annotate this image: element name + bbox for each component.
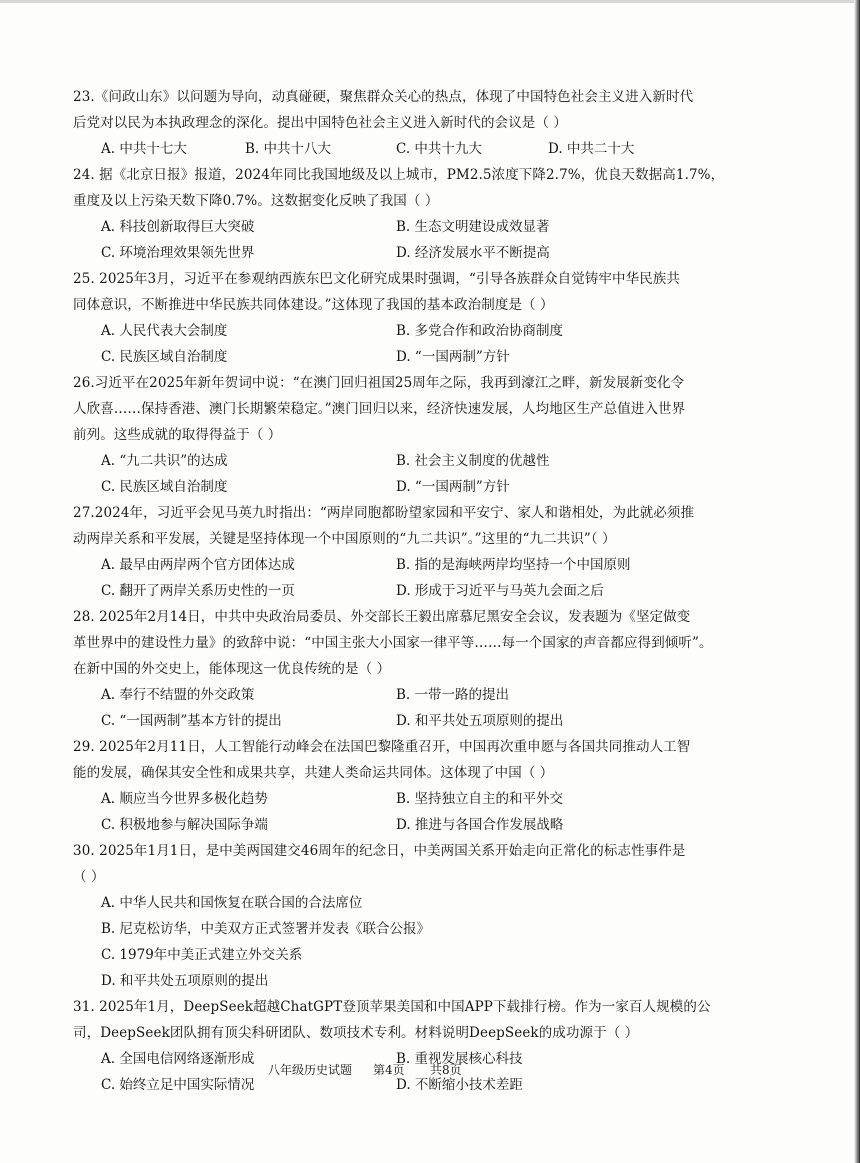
- question-stem-line: 26.习近平在2025年新年贺词中说：“在澳门回归祖国25周年之际，我再到濠江之畔，新发展新变化令: [73, 375, 685, 391]
- question-list: [73, 84, 733, 1098]
- option-b: B. 生态文明建设成效显著: [396, 219, 550, 235]
- options-row: [73, 786, 733, 812]
- scan-right-edge: [854, 0, 860, 1163]
- question-stem-line: 后党对以民为本执政理念的深化。提出中国特色社会主义进入新时代的会议是（ ）: [73, 115, 567, 131]
- option-c: C. 中共十九大: [396, 141, 482, 157]
- option-b: B. 坚持独立自主的和平外交: [396, 791, 564, 807]
- option-d: D. 和平共处五项原则的提出: [101, 973, 269, 989]
- option-d: D. 经济发展水平不断提高: [396, 245, 550, 261]
- option-b: B. 重视发展核心科技: [396, 1051, 523, 1067]
- option-a: A. 顺应当今世界多极化趋势: [101, 791, 268, 807]
- question-stem-line: 司，DeepSeek团队拥有顶尖科研团队、数项技术专利。材料说明DeepSeek的成功源于（ ）: [73, 1025, 639, 1041]
- option-d: D. 和平共处五项原则的提出: [396, 713, 564, 729]
- options-row: [73, 318, 733, 344]
- options-row: [73, 942, 733, 968]
- options-row: [73, 448, 733, 474]
- option-d: D. 中共二十大: [548, 141, 635, 157]
- option-a: A. “九二共识”的达成: [101, 453, 228, 469]
- option-d: D. “一国两制”方针: [396, 479, 510, 495]
- option-c: C. 积极地参与解决国际争端: [101, 817, 268, 833]
- question-stem-line: 24. 据《北京日报》报道，2024年同比我国地级及以上城市，PM2.5浓度下降2.7%，优良天数据高1.7%，: [73, 167, 725, 183]
- question-stem-line: 25. 2025年3月，习近平在参观纳西族东巴文化研究成果时强调，“引导各族群众自觉铸牢中华民族共: [73, 271, 681, 287]
- question-stem-line: 在新中国的外交史上，能体现这一优良传统的是（ ）: [73, 661, 391, 677]
- option-d: D. 不断缩小技术差距: [396, 1077, 523, 1093]
- question-stem-line: 前列。这些成就的取得得益于（ ）: [73, 427, 282, 443]
- question-stem-line: 能的发展，确保其安全性和成果共享，共建人类命运共同体。这体现了中国（ ）: [73, 765, 554, 781]
- question-26: [73, 370, 733, 500]
- scan-top-edge: [0, 0, 860, 3]
- question-27: [73, 500, 733, 604]
- option-d: D. 形成于习近平与马英九会面之后: [396, 583, 604, 599]
- question-stem-line: 人欣喜……保持香港、澳门长期繁荣稳定。”澳门回归以来，经济快速发展，人均地区生产总值进入世界: [73, 401, 686, 417]
- question-stem-line: 27.2024年，习近平会见马英九时指出：“两岸同胞都盼望家园和平安宁、家人和谐相处，为此就必须推: [73, 505, 695, 521]
- page-footer: [0, 1060, 860, 1080]
- question-stem-line: 30. 2025年1月1日，是中美两国建交46周年的纪念日，中美两国关系开始走向正常化的标志性事件是: [73, 843, 686, 859]
- option-a: A. 科技创新取得巨大突破: [101, 219, 255, 235]
- question-stem-line: 重度及以上污染天数下降0.7%。这数据变化反映了我国（ ）: [73, 193, 439, 209]
- option-c: C. “一国两制”基本方针的提出: [101, 713, 282, 729]
- question-stem-line: 同体意识，不断推进中华民族共同体建设。”这体现了我国的基本政治制度是（ ）: [73, 297, 554, 313]
- options-row: [73, 240, 733, 266]
- question-stem-line: 动两岸关系和平发展，关键是坚持体现一个中国原则的“九二共识”。”这里的“九二共识”（ ）: [73, 531, 616, 547]
- option-a: A. 人民代表大会制度: [101, 323, 228, 339]
- options-row: [73, 552, 733, 578]
- option-c: C. 始终立足中国实际情况: [101, 1077, 255, 1093]
- question-24: [73, 162, 733, 266]
- option-a: A. 中华人民共和国恢复在联合国的合法席位: [101, 895, 363, 911]
- options-row: [73, 682, 733, 708]
- option-a: A. 奉行不结盟的外交政策: [101, 687, 255, 703]
- options-row: [73, 812, 733, 838]
- options-row: [73, 474, 733, 500]
- question-29: [73, 734, 733, 838]
- options-row: [73, 136, 733, 162]
- option-d: D. 推进与各国合作发展战略: [396, 817, 564, 833]
- question-31: [73, 994, 733, 1098]
- question-25: [73, 266, 733, 370]
- question-stem-line: （ ）: [73, 869, 105, 885]
- options-row: [73, 916, 733, 942]
- option-c: C. 1979年中美正式建立外交关系: [101, 947, 303, 963]
- option-b: B. 一带一路的提出: [396, 687, 510, 703]
- question-stem-line: 23.《问政山东》以问题为导向，动真碰硬，聚焦群众关心的热点，体现了中国特色社会主义进入新时代: [73, 89, 694, 105]
- footer-page-number: 第4页: [373, 1063, 405, 1077]
- options-row: [73, 890, 733, 916]
- options-row: [73, 708, 733, 734]
- question-stem-line: 29. 2025年2月11日，人工智能行动峰会在法国巴黎隆重召开，中国再次重申愿与各国共同推动人工智: [73, 739, 691, 755]
- options-row: [73, 214, 733, 240]
- question-stem-line: 31. 2025年1月，DeepSeek超越ChatGPT登顶苹果美国和中国APP下载排行榜。作为一家百人规模的公: [73, 999, 711, 1015]
- option-b: B. 多党合作和政治协商制度: [396, 323, 564, 339]
- options-row: [73, 344, 733, 370]
- option-b: B. 社会主义制度的优越性: [396, 453, 550, 469]
- option-a: A. 最早由两岸两个官方团体达成: [101, 557, 295, 573]
- option-b: B. 指的是海峡两岸均坚持一个中国原则: [396, 557, 631, 573]
- question-stem-line: 革世界中的建设性力量》的致辞中说：“中国主张大小国家一律平等……每一个国家的声音都应得到倾听”。: [73, 635, 713, 651]
- option-a: A. 中共十七大: [101, 141, 187, 157]
- option-a: A. 全国电信网络逐渐形成: [101, 1051, 255, 1067]
- options-row: [73, 968, 733, 994]
- option-c: C. 民族区域自治制度: [101, 479, 228, 495]
- question-28: [73, 604, 733, 734]
- question-30: [73, 838, 733, 994]
- question-23: [73, 84, 733, 162]
- option-d: D. “一国两制”方针: [396, 349, 510, 365]
- option-c: C. 环境治理效果领先世界: [101, 245, 255, 261]
- options-row: [73, 578, 733, 604]
- option-c: C. 翻开了两岸关系历史性的一页: [101, 583, 295, 599]
- option-b: B. 中共十八大: [245, 141, 332, 157]
- footer-total-pages: 共8页: [430, 1063, 462, 1077]
- option-b: B. 尼克松访华，中美双方正式签署并发表《联合公报》: [101, 921, 431, 937]
- footer-subject: 八年级历史试题: [268, 1063, 353, 1077]
- option-c: C. 民族区域自治制度: [101, 349, 228, 365]
- question-stem-line: 28. 2025年2月14日，中共中央政治局委员、外交部长王毅出席慕尼黑安全会议，发表题为《坚定做变: [73, 609, 691, 625]
